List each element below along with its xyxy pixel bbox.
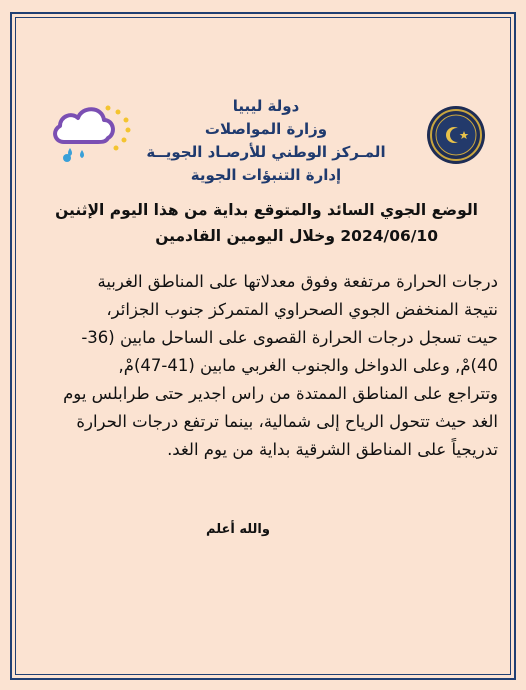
body-line: الغد حيث تتحول الرياح إلى شمالية، بينما ترتفع درجات الحرارة [76,412,498,431]
closing-phrase: والله أعلم [206,522,270,537]
rain-cloud-sun-icon [46,98,136,168]
header-line-ministry: وزارة المواصلات [204,120,328,138]
report-subtitle [38,197,478,249]
body-line: وتتراجع على المناطق الممتدة من راس اجدير حتى طرابلس يوم [63,384,498,403]
header-line-state: دولة ليبيا [232,97,300,115]
subtitle-line-1: الوضع الجوي السائد والمتوقع بداية من هذا اليوم الإثنين [55,201,478,219]
libya-seal-icon [426,105,486,165]
body-line: تدريجياً على المناطق الشرقية بداية من يوم الغد. [167,440,498,459]
body-line: 40)مْ, وعلى الدواخل والجنوب الغربي مابين (41-47)مْ, [118,356,498,375]
body-line: نتيجة المنخفض الجوي الصحراوي المتمركز جنوب الجزائر، [106,300,498,319]
body-line: حيت تسجل درجات الحرارة القصوى على الساحل مابين (36- [81,328,498,347]
ministry-header [136,95,396,187]
header-line-department: إدارة التنبؤات الجوية [190,166,342,184]
body-line: درجات الحرارة مرتفعة وفوق معدلاتها على المناطق الغربية [97,272,498,291]
header-line-center: المـركز الوطني للأرصـاد الجويــة [146,143,386,161]
forecast-body [28,268,498,464]
subtitle-line-2: 2024/06/10 وخلال اليومين القادمين [155,227,438,245]
